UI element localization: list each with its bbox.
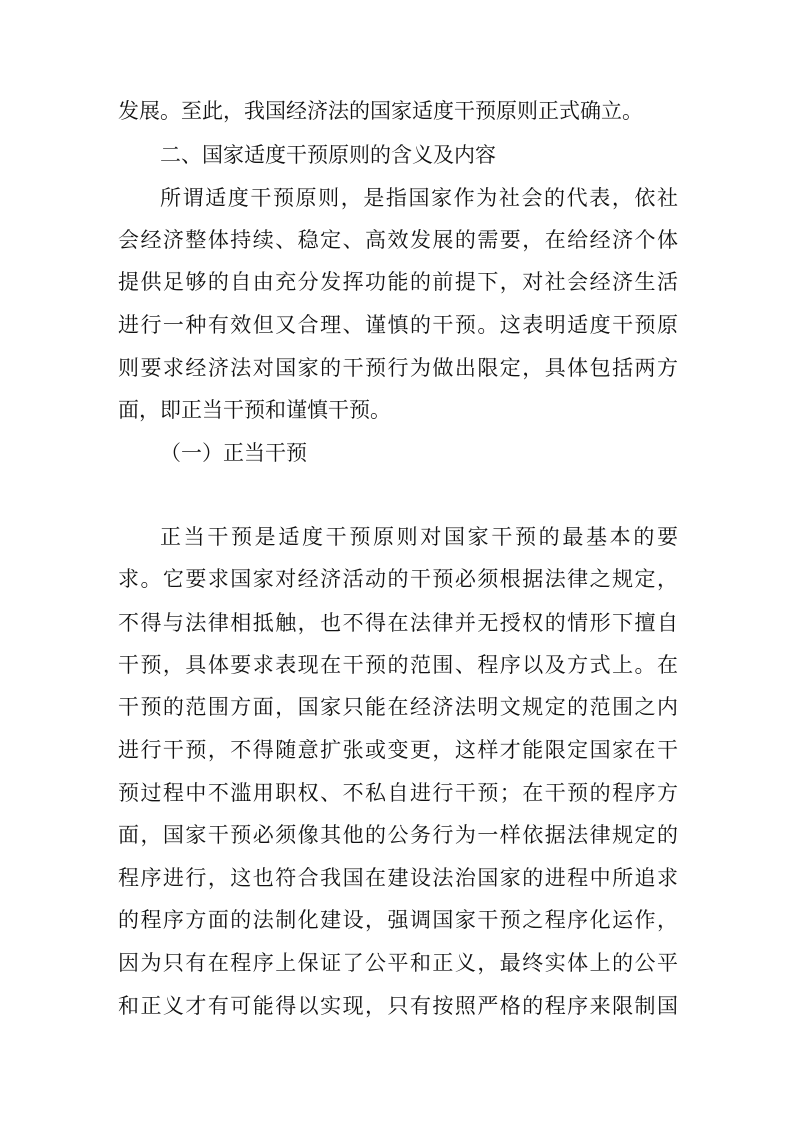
paragraph-line: 求。它要求国家对经济活动的干预必须根据法律之规定， — [118, 567, 678, 591]
paragraph-line: 面，国家干预必须像其他的公务行为一样依据法律规定的 — [118, 823, 678, 847]
paragraph-line: 提供足够的自由充分发挥功能的前提下，对社会经济生活 — [118, 270, 678, 294]
paragraph-line: 进行一种有效但又合理、谨慎的干预。这表明适度干预原 — [118, 313, 678, 337]
paragraph-line: 不得与法律相抵触，也不得在法律并无授权的情形下擅自 — [118, 611, 678, 635]
paragraph-line: 因为只有在程序上保证了公平和正义，最终实体上的公平 — [118, 951, 678, 975]
paragraph-line: 进行干预，不得随意扩张或变更，这样才能限定国家在干 — [118, 738, 678, 762]
paragraph-line: 和正义才有可能得以实现，只有按照严格的程序来限制国 — [118, 994, 678, 1018]
paragraph-line: 正当干预是适度干预原则对国家干预的最基本的要 — [160, 525, 678, 549]
paragraph-line: 干预，具体要求表现在干预的范围、程序以及方式上。在 — [118, 653, 678, 677]
paragraph-line: 所谓适度干预原则，是指国家作为社会的代表，依社 — [160, 186, 678, 210]
paragraph-line: 预过程中不滥用职权、不私自进行干预；在干预的程序方 — [118, 781, 678, 805]
paragraph-line: 发展。至此，我国经济法的国家适度干预原则正式确立。 — [118, 99, 643, 123]
paragraph-line: 的程序方面的法制化建设，强调国家干预之程序化运作， — [118, 908, 678, 932]
paragraph-line: 会经济整体持续、稳定、高效发展的需要，在给经济个体 — [118, 228, 678, 252]
paragraph-line: 则要求经济法对国家的干预行为做出限定，具体包括两方 — [118, 356, 678, 380]
paragraph-line: 程序进行，这也符合我国在建设法治国家的进程中所追求 — [118, 866, 678, 890]
paragraph-line: 面，即正当干预和谨慎干预。 — [118, 398, 391, 422]
paragraph-line: 干预的范围方面，国家只能在经济法明文规定的范围之内 — [118, 695, 678, 719]
section-heading: 二、国家适度干预原则的含义及内容 — [160, 143, 496, 167]
subsection-heading: （一）正当干预 — [160, 441, 307, 465]
